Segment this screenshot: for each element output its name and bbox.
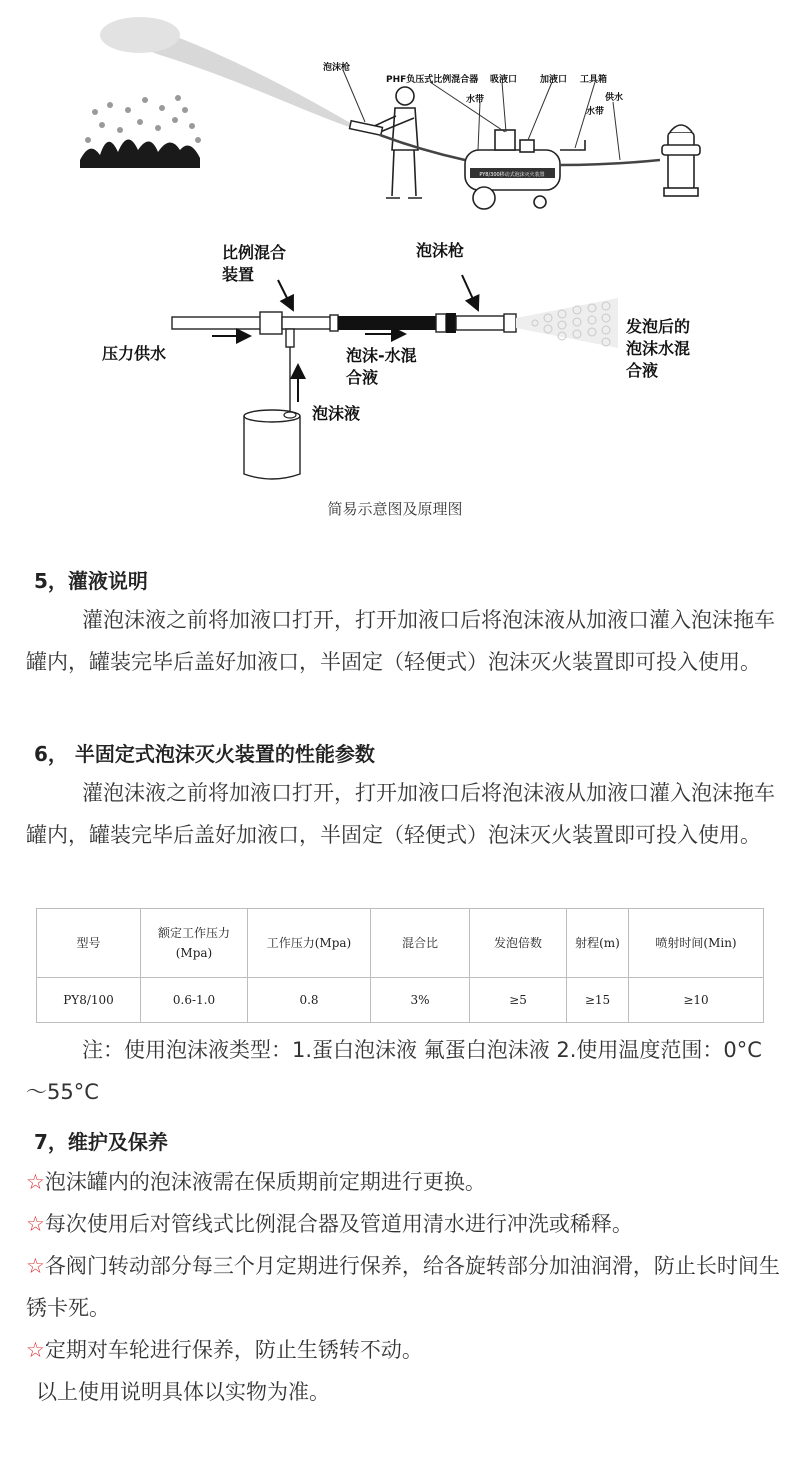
label-supply: 供水 <box>605 93 624 103</box>
table-row <box>37 978 764 1023</box>
star-icon: ☆ <box>26 1338 45 1362</box>
equipment-illustration <box>0 0 790 230</box>
list-item: ☆泡沫罐内的泡沫液需在保质期前定期进行更换。 <box>26 1170 486 1194</box>
header-model: 型号 <box>37 909 141 978</box>
spec-table <box>36 908 764 1023</box>
table-header-row <box>37 909 764 978</box>
section7-heading: 7，维护及保养 <box>34 1130 168 1154</box>
header-rated-pressure: 额定工作压力(Mpa) <box>141 909 248 978</box>
cell-rated-pressure: 0.6-1.0 <box>141 978 248 1023</box>
usage-note: 注：使用泡沫液类型：1.蛋白泡沫液 氟蛋白泡沫液 2.使用温度范围：0°C～55°C <box>26 1038 762 1104</box>
list-item: ☆各阀门转动部分每三个月定期进行保养，给各旋转部分加油润滑，防止长时间生锈卡死。 <box>26 1254 780 1320</box>
section6-text: 灌泡沫液之前将加液口打开，打开加液口后将泡沫液从加液口灌入泡沫拖车罐内，罐装完毕后盖好加液口，半固定（轻便式）泡沫灭火装置即可投入使用。 <box>26 781 775 847</box>
cell-foam-multiple: ≥5 <box>470 978 567 1023</box>
list-item: ☆每次使用后对管线式比例混合器及管道用清水进行冲洗或稀释。 <box>26 1212 633 1236</box>
header-spray-time: 喷射时间(Min) <box>629 909 764 978</box>
label-foam-gun: 泡沫枪 <box>323 63 351 73</box>
label-foam-water-mix: 泡沫-水混 合液 <box>346 346 417 387</box>
label-mixer: PHF负压式比例混合器 <box>386 75 479 85</box>
figure-caption: 简易示意图及原理图 <box>327 500 463 518</box>
label-suction: 吸液口 <box>490 75 518 85</box>
cell-mix-ratio: 3% <box>371 978 470 1023</box>
section5-text: 灌泡沫液之前将加液口打开，打开加液口后将泡沫液从加液口灌入泡沫拖车罐内，罐装完毕后盖好加液口，半固定（轻便式）泡沫灭火装置即可投入使用。 <box>26 608 775 674</box>
footer-note: 以上使用说明具体以实物为准。 <box>36 1380 330 1404</box>
header-range: 射程(m) <box>567 909 629 978</box>
label-foam-liquid: 泡沫液 <box>312 404 361 423</box>
section6-heading: 6， 半固定式泡沫灭火装置的性能参数 <box>34 742 375 766</box>
star-icon: ☆ <box>26 1212 45 1236</box>
section5-heading: 5，灌液说明 <box>34 569 148 593</box>
header-mix-ratio: 混合比 <box>371 909 470 978</box>
star-icon: ☆ <box>26 1254 45 1278</box>
label-pressure-water: 压力供水 <box>102 344 167 363</box>
cell-spray-time: ≥10 <box>629 978 764 1023</box>
label-supply-hose: 水带 <box>586 107 605 117</box>
label-mixer-device: 比例混合 装置 <box>222 243 287 284</box>
star-icon: ☆ <box>26 1170 45 1194</box>
label-filler: 加液口 <box>540 75 568 85</box>
label-output-foam: 发泡后的 泡沫水混 合液 <box>626 317 691 380</box>
cell-model: PY8/100 <box>37 978 141 1023</box>
label-hose: 水带 <box>466 95 485 105</box>
cell-work-pressure: 0.8 <box>248 978 371 1023</box>
label-gun: 泡沫枪 <box>416 241 465 260</box>
header-foam-multiple: 发泡倍数 <box>470 909 567 978</box>
machine-plate-text: PY8/300移动式泡沫灭火装置 <box>479 172 545 178</box>
header-work-pressure: 工作压力(Mpa) <box>248 909 371 978</box>
list-item: ☆定期对车轮进行保养，防止生锈转不动。 <box>26 1338 423 1362</box>
label-toolbox: 工具箱 <box>580 75 608 85</box>
cell-range: ≥15 <box>567 978 629 1023</box>
